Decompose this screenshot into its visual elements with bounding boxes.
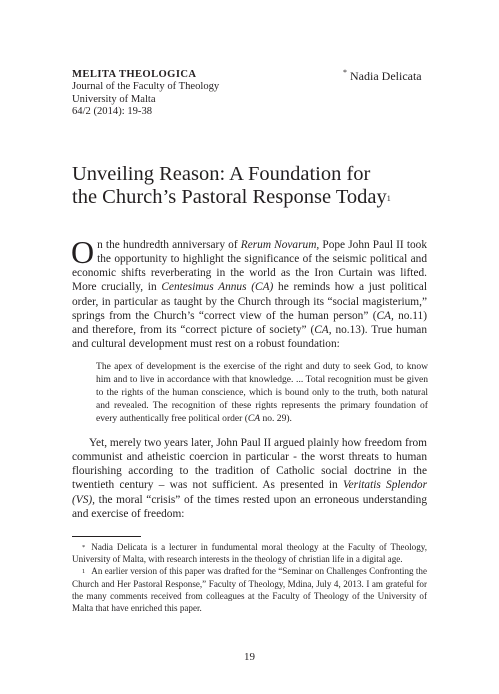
page-number: 19 [244,651,255,663]
journal-info [72,69,219,119]
article-title [72,163,452,209]
para1-italic-3: CA, [376,309,394,322]
footnote-marker: * [82,544,86,551]
para1-italic-4: CA, [314,323,332,336]
para1-text-5: no.13). True human and cultural development must rest on a robust foundation: [72,323,427,351]
para1-text-3: he reminds how a just political order, in particular as taught by the Church through its “social magisterium,” springs from the Church’s “correct view of the human person” ( [72,281,427,322]
quote-text-1: The apex of development is the exercise of the right and duty to seek God, to know him and to live in accordance with that knowledge. ... Total recognition must be given to the rights of the human conscience, which is bound only to the truth, both natural and revealed. The recognition of these rights represents the primary foundation of every authentically free political order ( [96,361,428,425]
citation: 64/2 (2014): 19-38 [72,106,153,118]
para1-text-4: no.11) and therefore, from its “correct picture of society” ( [72,309,427,336]
paragraph-1 [71,234,428,351]
title-line-1: Unveiling Reason: A Foundation for [72,163,371,185]
footnote-marker: 1 [82,568,86,576]
drop-cap: O [71,234,95,270]
journal-subtitle: Journal of the Faculty of Theology [72,81,220,93]
para2-italic-1: Veritatis Splendor (VS), [72,479,427,506]
para1-text-2: Pope John Paul II took the opportunity to highlight the significance of the seismic political and economic shifts reverberating in the world as the Iron Curtain was lifted. More crucially, in [72,239,428,294]
university: University of Malta [72,93,156,105]
quote-italic-1: CA [247,413,261,425]
para1-italic-1: Rerum Novarum, [240,239,320,251]
title-line-2 [72,186,452,209]
footnote-text: Nadia Delicata is a lecturer in fundumental moral theology at the Faculty of Theology, University of Malta, with research interests in the theology of christian life in a digital age. [72,542,427,565]
paragraph-2 [72,436,427,521]
footnote-text: An earlier version of this paper was drafted for the “Seminar on Challenges Confronting the Church and Her Pastoral Response,” Faculty of Theology, Mdina, July 4, 2013. I am grateful for the many comments received from colleagues at the Faculty of Theology of the University of Malta that have enriched this paper. [72,566,427,614]
para2-text-1: Yet, merely two years later, John Paul II argued plainly how freedom from communist and atheistic coercion in particular - the worst threats to human flourishing according to the tradition of Catholic social doctrine in the twentieth century – was not sufficient. As presented in [72,437,427,492]
author-byline [343,69,422,84]
author-marker: * [343,68,347,77]
footnote [72,565,427,614]
quote-text-2: no. 29). [260,413,292,425]
para2-text-2: the moral “crisis” of the times rested upon an erroneous understanding and exercise of freedom: [72,493,427,520]
journal-name: MELITA THEOLOGICA [72,69,197,80]
block-quote [96,360,428,425]
title-line-2-text: the Church’s Pastoral Response Today [72,186,387,208]
footnote [72,541,427,565]
footnote-divider [72,536,141,537]
para1-italic-2: Centesimus Annus (CA) [161,281,274,294]
para1-text-1: n the hundredth anniversary of [97,239,241,251]
title-footnote-marker: 1 [386,194,391,203]
author-name: Nadia Delicata [350,69,422,83]
footnotes [72,541,427,614]
